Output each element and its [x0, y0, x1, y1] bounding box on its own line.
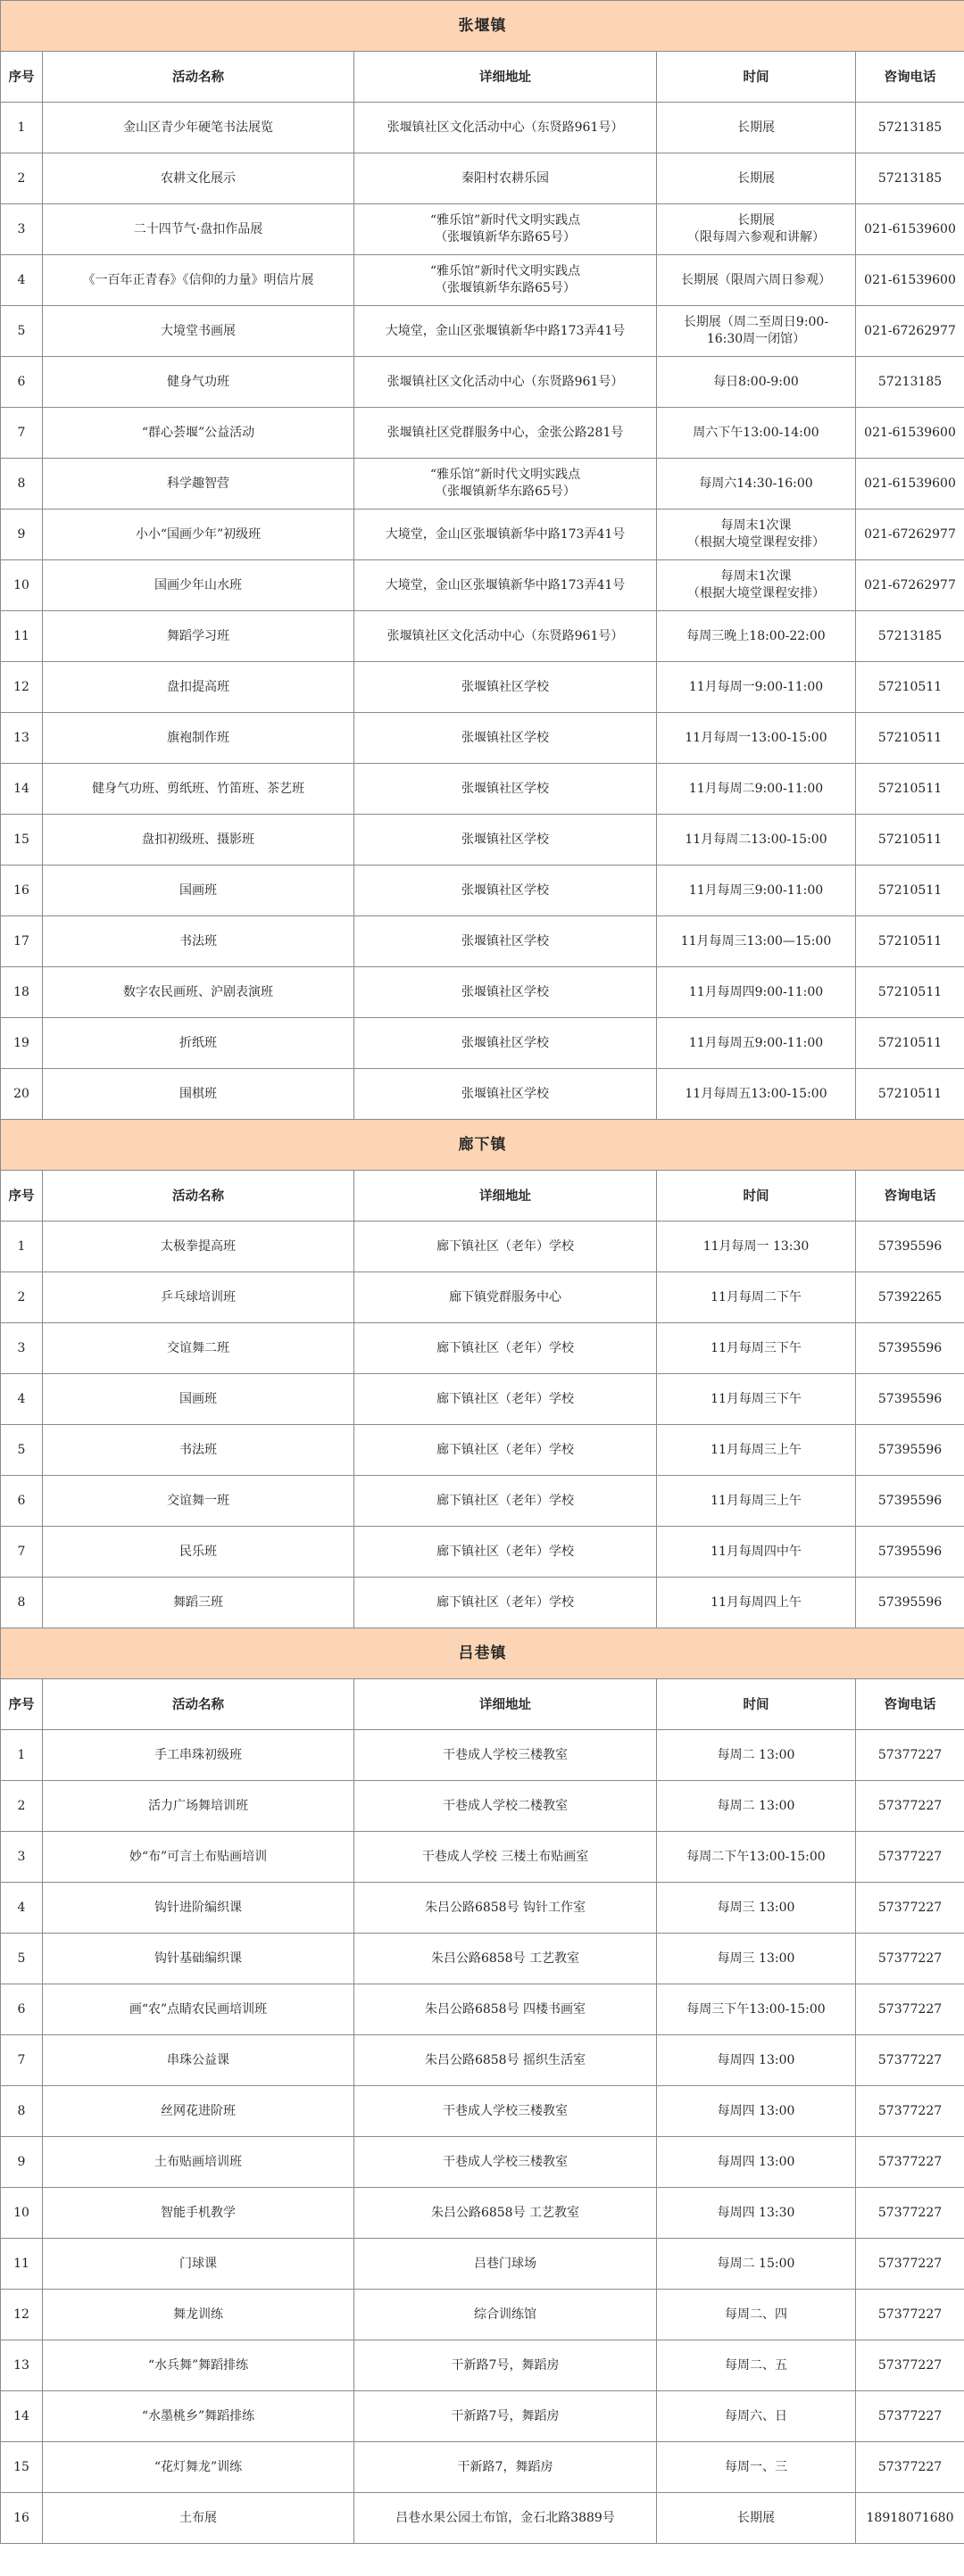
cell-seq: 2	[1, 1781, 43, 1832]
cell-phone: 021-67262977	[856, 560, 964, 611]
cell-seq: 8	[1, 459, 43, 509]
cell-activity-name: 智能手机教学	[43, 2188, 354, 2239]
cell-phone: 57392265	[856, 1272, 964, 1323]
cell-time: 每周三晚上18:00-22:00	[657, 611, 856, 662]
cell-time: 11月每周二13:00-15:00	[657, 815, 856, 866]
column-header-seq: 序号	[1, 52, 43, 103]
cell-activity-name: 钩针进阶编织课	[43, 1883, 354, 1934]
cell-activity-name: 交谊舞二班	[43, 1323, 354, 1374]
cell-activity-name: 土布展	[43, 2493, 354, 2544]
cell-seq: 2	[1, 1272, 43, 1323]
cell-seq: 11	[1, 2239, 43, 2290]
section-header	[1, 1, 964, 52]
cell-activity-name: 串珠公益课	[43, 2035, 354, 2086]
cell-address: 张堰镇社区党群服务中心，金张公路281号	[354, 408, 657, 459]
table-row	[1, 1578, 964, 1628]
cell-phone: 57210511	[856, 967, 964, 1018]
table-row	[1, 662, 964, 713]
column-header-activity-name: 活动名称	[43, 52, 354, 103]
cell-address: 朱吕公路6858号 工艺教室	[354, 1934, 657, 1984]
cell-time: 11月每周二下午	[657, 1272, 856, 1323]
table-row	[1, 153, 964, 204]
cell-time: 每周一、三	[657, 2442, 856, 2493]
cell-activity-name: 围棋班	[43, 1069, 354, 1120]
cell-time: 11月每周一9:00-11:00	[657, 662, 856, 713]
cell-seq: 13	[1, 2340, 43, 2391]
cell-phone: 57395596	[856, 1323, 964, 1374]
cell-seq: 19	[1, 1018, 43, 1069]
cell-address: 廊下镇社区（老年）学校	[354, 1527, 657, 1578]
cell-phone: 57213185	[856, 611, 964, 662]
cell-phone: 57395596	[856, 1425, 964, 1476]
column-header-activity-name: 活动名称	[43, 1679, 354, 1730]
cell-time: 每周二 13:00	[657, 1730, 856, 1781]
cell-phone: 57377227	[856, 2137, 964, 2188]
section-title: 张堰镇	[1, 1, 964, 52]
cell-time: 每周四 13:30	[657, 2188, 856, 2239]
table-row	[1, 2239, 964, 2290]
section-title: 吕巷镇	[1, 1628, 964, 1679]
cell-activity-name: 数字农民画班、沪剧表演班	[43, 967, 354, 1018]
table-row	[1, 815, 964, 866]
cell-time: 11月每周四中午	[657, 1527, 856, 1578]
cell-time: 每周六14:30-16:00	[657, 459, 856, 509]
cell-seq: 12	[1, 662, 43, 713]
cell-activity-name: 乒乓球培训班	[43, 1272, 354, 1323]
table-row	[1, 1781, 964, 1832]
cell-phone: 57377227	[856, 1984, 964, 2035]
cell-address: 张堰镇社区学校	[354, 1018, 657, 1069]
cell-seq: 14	[1, 2391, 43, 2442]
cell-phone: 18918071680	[856, 2493, 964, 2544]
cell-seq: 5	[1, 1934, 43, 1984]
table-row	[1, 713, 964, 764]
cell-activity-name: 国画班	[43, 1374, 354, 1425]
section-header	[1, 1120, 964, 1171]
cell-activity-name: “水兵舞”舞蹈排练	[43, 2340, 354, 2391]
cell-seq: 1	[1, 1222, 43, 1272]
cell-activity-name: 土布贴画培训班	[43, 2137, 354, 2188]
cell-seq: 8	[1, 2086, 43, 2137]
cell-phone: 57377227	[856, 1730, 964, 1781]
table-row	[1, 1476, 964, 1527]
cell-activity-name: 国画少年山水班	[43, 560, 354, 611]
cell-activity-name: “群心荟堰”公益活动	[43, 408, 354, 459]
column-header-phone: 咨询电话	[856, 1171, 964, 1222]
cell-seq: 9	[1, 509, 43, 560]
cell-address: 大境堂，金山区张堰镇新华中路173弄41号	[354, 509, 657, 560]
cell-address: 朱吕公路6858号 工艺教室	[354, 2188, 657, 2239]
cell-phone: 57210511	[856, 1018, 964, 1069]
cell-seq: 5	[1, 306, 43, 357]
cell-seq: 1	[1, 1730, 43, 1781]
cell-activity-name: 妙“布”可言土布贴画培训	[43, 1832, 354, 1883]
cell-activity-name: 国画班	[43, 866, 354, 916]
cell-address: 干巷成人学校二楼教室	[354, 1781, 657, 1832]
cell-seq: 1	[1, 103, 43, 153]
cell-activity-name: “花灯舞龙”训练	[43, 2442, 354, 2493]
table-row	[1, 357, 964, 408]
column-header-row	[1, 1679, 964, 1730]
cell-address: 张堰镇社区学校	[354, 764, 657, 815]
cell-activity-name: 大境堂书画展	[43, 306, 354, 357]
cell-address: 廊下镇社区（老年）学校	[354, 1222, 657, 1272]
cell-time: 每周四 13:00	[657, 2035, 856, 2086]
cell-address: 大境堂，金山区张堰镇新华中路173弄41号	[354, 560, 657, 611]
cell-phone: 57377227	[856, 2391, 964, 2442]
cell-address: 朱吕公路6858号 摇织生活室	[354, 2035, 657, 2086]
cell-address: 吕巷水果公园土布馆，金石北路3889号	[354, 2493, 657, 2544]
cell-seq: 17	[1, 916, 43, 967]
cell-activity-name: 旗袍制作班	[43, 713, 354, 764]
column-header-row	[1, 1171, 964, 1222]
table-row	[1, 2340, 964, 2391]
table-row	[1, 1323, 964, 1374]
table-row	[1, 103, 964, 153]
cell-seq: 8	[1, 1578, 43, 1628]
cell-seq: 11	[1, 611, 43, 662]
table-row	[1, 2391, 964, 2442]
cell-activity-name: “水墨桃乡”舞蹈排练	[43, 2391, 354, 2442]
cell-time: 每周末1次课 （根据大境堂课程安排）	[657, 560, 856, 611]
cell-phone: 57213185	[856, 153, 964, 204]
column-header-time: 时间	[657, 1171, 856, 1222]
table-row	[1, 255, 964, 306]
cell-seq: 14	[1, 764, 43, 815]
cell-time: 每周二 15:00	[657, 2239, 856, 2290]
cell-phone: 021-67262977	[856, 306, 964, 357]
column-header-time: 时间	[657, 52, 856, 103]
cell-address: 干巷成人学校三楼教室	[354, 1730, 657, 1781]
table-row	[1, 916, 964, 967]
cell-address: 张堰镇社区学校	[354, 713, 657, 764]
cell-seq: 6	[1, 357, 43, 408]
cell-activity-name: 盘扣提高班	[43, 662, 354, 713]
cell-phone: 57395596	[856, 1222, 964, 1272]
cell-address: 朱吕公路6858号 四楼书画室	[354, 1984, 657, 2035]
column-header-activity-name: 活动名称	[43, 1171, 354, 1222]
cell-seq: 15	[1, 2442, 43, 2493]
cell-address: 廊下镇社区（老年）学校	[354, 1323, 657, 1374]
cell-phone: 57210511	[856, 662, 964, 713]
cell-seq: 6	[1, 1984, 43, 2035]
cell-time: 每周六、日	[657, 2391, 856, 2442]
cell-seq: 3	[1, 1323, 43, 1374]
cell-phone: 57377227	[856, 1934, 964, 1984]
table-row	[1, 1883, 964, 1934]
table-row	[1, 1222, 964, 1272]
cell-activity-name: 《一百年正青春》《信仰的力量》明信片展	[43, 255, 354, 306]
cell-time: 11月每周三上午	[657, 1476, 856, 1527]
cell-activity-name: 舞龙训练	[43, 2290, 354, 2340]
cell-phone: 57210511	[856, 713, 964, 764]
cell-activity-name: 民乐班	[43, 1527, 354, 1578]
cell-phone: 57395596	[856, 1578, 964, 1628]
cell-seq: 7	[1, 2035, 43, 2086]
cell-activity-name: 活力广场舞培训班	[43, 1781, 354, 1832]
table-row	[1, 2137, 964, 2188]
table-row	[1, 967, 964, 1018]
table-row	[1, 204, 964, 255]
cell-phone: 57377227	[856, 2035, 964, 2086]
cell-phone: 57377227	[856, 2086, 964, 2137]
cell-time: 每周三 13:00	[657, 1883, 856, 1934]
cell-seq: 4	[1, 255, 43, 306]
cell-time: 长期展	[657, 103, 856, 153]
cell-activity-name: 门球课	[43, 2239, 354, 2290]
cell-phone: 57377227	[856, 1832, 964, 1883]
cell-phone: 57377227	[856, 2188, 964, 2239]
cell-address: 张堰镇社区学校	[354, 967, 657, 1018]
cell-seq: 16	[1, 2493, 43, 2544]
cell-seq: 20	[1, 1069, 43, 1120]
cell-phone: 57377227	[856, 2290, 964, 2340]
cell-address: 廊下镇社区（老年）学校	[354, 1425, 657, 1476]
table-row	[1, 1425, 964, 1476]
cell-time: 每周二、四	[657, 2290, 856, 2340]
cell-seq: 10	[1, 560, 43, 611]
table-row	[1, 459, 964, 509]
cell-phone: 57213185	[856, 103, 964, 153]
cell-address: 张堰镇社区文化活动中心（东贤路961号）	[354, 611, 657, 662]
cell-time: 每日8:00-9:00	[657, 357, 856, 408]
cell-activity-name: 画“农”点睛农民画培训班	[43, 1984, 354, 2035]
cell-address: “雅乐馆”新时代文明实践点 （张堰镇新华东路65号）	[354, 255, 657, 306]
cell-time: 每周四 13:00	[657, 2086, 856, 2137]
cell-phone: 57395596	[856, 1527, 964, 1578]
cell-address: 张堰镇社区文化活动中心（东贤路961号）	[354, 357, 657, 408]
cell-time: 11月每周三9:00-11:00	[657, 866, 856, 916]
cell-activity-name: 舞蹈学习班	[43, 611, 354, 662]
cell-time: 11月每周三上午	[657, 1425, 856, 1476]
cell-activity-name: 农耕文化展示	[43, 153, 354, 204]
cell-address: 朱吕公路6858号 钩针工作室	[354, 1883, 657, 1934]
cell-activity-name: 科学趣智营	[43, 459, 354, 509]
cell-activity-name: 太极拳提高班	[43, 1222, 354, 1272]
cell-phone: 57210511	[856, 866, 964, 916]
table-row	[1, 2035, 964, 2086]
cell-phone: 021-61539600	[856, 408, 964, 459]
table-row	[1, 1832, 964, 1883]
table-row	[1, 2290, 964, 2340]
cell-phone: 57377227	[856, 2239, 964, 2290]
cell-activity-name: 小小“国画少年”初级班	[43, 509, 354, 560]
cell-seq: 3	[1, 204, 43, 255]
cell-phone: 57395596	[856, 1374, 964, 1425]
cell-phone: 021-61539600	[856, 255, 964, 306]
cell-address: 秦阳村农耕乐园	[354, 153, 657, 204]
cell-activity-name: 金山区青少年硬笔书法展览	[43, 103, 354, 153]
cell-time: 11月每周三下午	[657, 1323, 856, 1374]
table-row	[1, 1527, 964, 1578]
cell-seq: 16	[1, 866, 43, 916]
cell-address: 大境堂，金山区张堰镇新华中路173弄41号	[354, 306, 657, 357]
cell-phone: 57377227	[856, 1781, 964, 1832]
cell-activity-name: 丝网花进阶班	[43, 2086, 354, 2137]
cell-address: “雅乐馆”新时代文明实践点 （张堰镇新华东路65号）	[354, 459, 657, 509]
cell-activity-name: 书法班	[43, 916, 354, 967]
cell-activity-name: 折纸班	[43, 1018, 354, 1069]
table-row	[1, 1069, 964, 1120]
cell-time: 每周三下午13:00-15:00	[657, 1984, 856, 2035]
cell-time: 11月每周四上午	[657, 1578, 856, 1628]
cell-activity-name: 健身气功班、剪纸班、竹笛班、茶艺班	[43, 764, 354, 815]
cell-seq: 12	[1, 2290, 43, 2340]
table-row	[1, 1934, 964, 1984]
cell-phone: 021-61539600	[856, 459, 964, 509]
cell-time: 周六下午13:00-14:00	[657, 408, 856, 459]
cell-address: 张堰镇社区文化活动中心（东贤路961号）	[354, 103, 657, 153]
table-row	[1, 764, 964, 815]
column-header-seq: 序号	[1, 1171, 43, 1222]
column-header-phone: 咨询电话	[856, 1679, 964, 1730]
cell-address: 张堰镇社区学校	[354, 866, 657, 916]
cell-activity-name: 交谊舞一班	[43, 1476, 354, 1527]
cell-seq: 3	[1, 1832, 43, 1883]
cell-address: 干巷成人学校三楼教室	[354, 2137, 657, 2188]
cell-address: 干新路7号，舞蹈房	[354, 2340, 657, 2391]
cell-address: 廊下镇社区（老年）学校	[354, 1476, 657, 1527]
cell-activity-name: 书法班	[43, 1425, 354, 1476]
cell-activity-name: 舞蹈三班	[43, 1578, 354, 1628]
cell-address: 干新路7，舞蹈房	[354, 2442, 657, 2493]
table-row	[1, 1730, 964, 1781]
cell-time: 11月每周四9:00-11:00	[657, 967, 856, 1018]
cell-address: 干新路7号，舞蹈房	[354, 2391, 657, 2442]
cell-seq: 4	[1, 1374, 43, 1425]
cell-time: 11月每周三13:00—15:00	[657, 916, 856, 967]
cell-seq: 10	[1, 2188, 43, 2239]
cell-time: 每周四 13:00	[657, 2137, 856, 2188]
cell-time: 11月每周一 13:30	[657, 1222, 856, 1272]
cell-phone: 021-67262977	[856, 509, 964, 560]
cell-seq: 18	[1, 967, 43, 1018]
cell-time: 长期展 （限每周六参观和讲解）	[657, 204, 856, 255]
table-row	[1, 1984, 964, 2035]
column-header-seq: 序号	[1, 1679, 43, 1730]
cell-time: 11月每周三下午	[657, 1374, 856, 1425]
cell-activity-name: 盘扣初级班、摄影班	[43, 815, 354, 866]
cell-address: 张堰镇社区学校	[354, 1069, 657, 1120]
column-header-phone: 咨询电话	[856, 52, 964, 103]
cell-seq: 9	[1, 2137, 43, 2188]
table-row	[1, 1018, 964, 1069]
cell-time: 每周末1次课 （根据大境堂课程安排）	[657, 509, 856, 560]
cell-seq: 2	[1, 153, 43, 204]
cell-seq: 6	[1, 1476, 43, 1527]
cell-seq: 15	[1, 815, 43, 866]
column-header-address: 详细地址	[354, 1171, 657, 1222]
cell-activity-name: 二十四节气·盘扣作品展	[43, 204, 354, 255]
cell-address: 廊下镇社区（老年）学校	[354, 1578, 657, 1628]
cell-activity-name: 健身气功班	[43, 357, 354, 408]
cell-time: 每周二 13:00	[657, 1781, 856, 1832]
table-row	[1, 2188, 964, 2239]
cell-time: 11月每周二9:00-11:00	[657, 764, 856, 815]
cell-address: 廊下镇社区（老年）学校	[354, 1374, 657, 1425]
cell-seq: 4	[1, 1883, 43, 1934]
cell-address: 吕巷门球场	[354, 2239, 657, 2290]
table-row	[1, 306, 964, 357]
table-row	[1, 1374, 964, 1425]
cell-time: 11月每周五9:00-11:00	[657, 1018, 856, 1069]
cell-time: 每周二下午13:00-15:00	[657, 1832, 856, 1883]
table-row	[1, 509, 964, 560]
cell-seq: 7	[1, 408, 43, 459]
table-row	[1, 2086, 964, 2137]
cell-phone: 57210511	[856, 764, 964, 815]
cell-address: 张堰镇社区学校	[354, 662, 657, 713]
cell-time: 每周三 13:00	[657, 1934, 856, 1984]
column-header-time: 时间	[657, 1679, 856, 1730]
cell-activity-name: 钩针基础编织课	[43, 1934, 354, 1984]
cell-time: 长期展	[657, 2493, 856, 2544]
cell-address: “雅乐馆”新时代文明实践点 （张堰镇新华东路65号）	[354, 204, 657, 255]
cell-seq: 7	[1, 1527, 43, 1578]
table-row	[1, 866, 964, 916]
section-header	[1, 1628, 964, 1679]
cell-phone: 57377227	[856, 1883, 964, 1934]
table-row	[1, 1272, 964, 1323]
cell-time: 长期展（限周六周日参观）	[657, 255, 856, 306]
cell-address: 综合训练馆	[354, 2290, 657, 2340]
cell-time: 每周二、五	[657, 2340, 856, 2391]
column-header-address: 详细地址	[354, 52, 657, 103]
cell-time: 长期展	[657, 153, 856, 204]
cell-address: 干巷成人学校三楼教室	[354, 2086, 657, 2137]
cell-phone: 57210511	[856, 916, 964, 967]
table-row	[1, 408, 964, 459]
cell-phone: 57213185	[856, 357, 964, 408]
cell-time: 11月每周五13:00-15:00	[657, 1069, 856, 1120]
table-row	[1, 2493, 964, 2544]
cell-phone: 57377227	[856, 2442, 964, 2493]
cell-phone: 57395596	[856, 1476, 964, 1527]
cell-address: 干巷成人学校 三楼土布贴画室	[354, 1832, 657, 1883]
cell-phone: 57377227	[856, 2340, 964, 2391]
section-title: 廊下镇	[1, 1120, 964, 1171]
cell-activity-name: 手工串珠初级班	[43, 1730, 354, 1781]
cell-address: 张堰镇社区学校	[354, 815, 657, 866]
column-header-address: 详细地址	[354, 1679, 657, 1730]
cell-seq: 5	[1, 1425, 43, 1476]
table-row	[1, 560, 964, 611]
cell-address: 廊下镇党群服务中心	[354, 1272, 657, 1323]
cell-time: 11月每周一13:00-15:00	[657, 713, 856, 764]
activity-table-body	[1, 1, 964, 2544]
cell-seq: 13	[1, 713, 43, 764]
cell-phone: 57210511	[856, 815, 964, 866]
table-row	[1, 611, 964, 662]
cell-phone: 021-61539600	[856, 204, 964, 255]
cell-time: 长期展（周二至周日9:00- 16:30周一闭馆）	[657, 306, 856, 357]
cell-address: 张堰镇社区学校	[354, 916, 657, 967]
table-row	[1, 2442, 964, 2493]
cell-phone: 57210511	[856, 1069, 964, 1120]
column-header-row	[1, 52, 964, 103]
